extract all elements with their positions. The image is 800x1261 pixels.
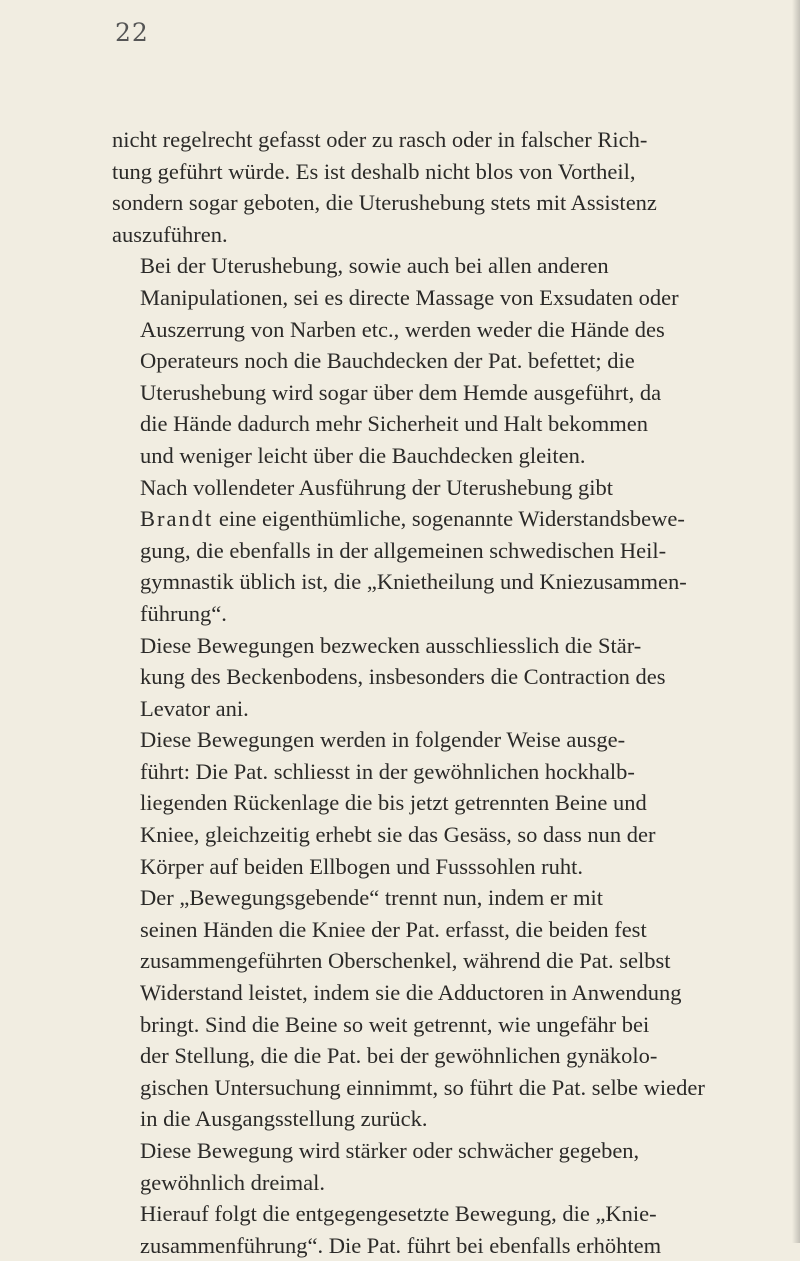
text-line: Hierauf folgt die entgegengesetzte Bewegung, die „Knie- xyxy=(140,1201,657,1227)
text-line: Nach vollendeter Ausführung der Uterushebung gibt xyxy=(140,474,614,500)
text-line: auszuführen. xyxy=(112,221,228,247)
text-line: in die Ausgangsstellung zurück. xyxy=(140,1106,428,1132)
text-line: gymnastik üblich ist, die „Knietheilung und Kniezusammen- xyxy=(140,569,687,595)
text-line: führt: Die Pat. schliesst in der gewöhnlichen hockhalb- xyxy=(140,758,635,784)
paragraph-1 xyxy=(112,124,732,250)
text-line: gung, die ebenfalls in der allgemeinen schwedischen Heil- xyxy=(140,537,667,563)
text-line: liegenden Rückenlage die bis jetzt getrennten Beine und xyxy=(140,790,647,816)
text-line: zusammenführung“. Die Pat. führt bei ebenfalls erhöhtem xyxy=(140,1232,662,1258)
text-line: sondern sogar geboten, die Uterushebung stets mit Assistenz xyxy=(112,190,657,216)
text-line: seinen Händen die Kniee der Pat. erfasst, die beiden fest xyxy=(140,916,647,942)
text-line: Diese Bewegung wird stärker oder schwächer gegeben, xyxy=(140,1138,640,1163)
paragraph-8 xyxy=(112,1198,732,1261)
page-edge-shadow xyxy=(792,0,800,1243)
author-name: Brandt xyxy=(140,506,214,532)
text-line: Manipulationen, sei es directe Massage von Exsudaten oder xyxy=(140,284,679,310)
text-line xyxy=(112,503,732,535)
body-text xyxy=(112,124,732,1261)
text-line: die Hände dadurch mehr Sicherheit und Halt bekommen xyxy=(140,411,648,437)
text-line: führung“. xyxy=(140,600,227,626)
text-line: und weniger leicht über die Bauchdecken gleiten. xyxy=(140,442,586,468)
text-line: Diese Bewegungen werden in folgender Weise ausge- xyxy=(140,727,626,753)
text-fragment: eine eigenthümliche, sogenannte Widerstandsbewe- xyxy=(213,506,685,532)
text-line: Widerstand leistet, indem sie die Adductoren in Anwendung xyxy=(140,980,682,1006)
text-line: gewöhnlich dreimal. xyxy=(140,1169,325,1195)
text-line: tung geführt würde. Es ist deshalb nicht blos von Vortheil, xyxy=(112,158,636,184)
paragraph-4 xyxy=(112,630,732,725)
text-line: Auszerrung von Narben etc., werden weder die Hände des xyxy=(140,316,665,342)
text-line: Operateurs noch die Bauchdecken der Pat. befettet; die xyxy=(140,348,635,374)
text-line: Diese Bewegungen bezwecken ausschliesslich die Stär- xyxy=(140,632,642,658)
text-line: Levator ani. xyxy=(140,695,249,721)
text-line: nicht regelrecht gefasst oder zu rasch oder in falscher Rich- xyxy=(112,127,648,152)
text-line: Uterushebung wird sogar über dem Hemde ausgeführt, da xyxy=(140,379,662,405)
text-line: Der „Bewegungsgebende“ trennt nun, indem er mit xyxy=(140,885,603,911)
paragraph-7 xyxy=(112,1135,732,1198)
paragraph-2 xyxy=(112,250,732,471)
page-number: 22 xyxy=(115,18,149,47)
paragraph-3 xyxy=(112,472,732,630)
paragraph-6 xyxy=(112,882,732,1135)
text-line: Kniee, gleichzeitig erhebt sie das Gesäss, so dass nun der xyxy=(140,822,656,848)
text-line: Bei der Uterushebung, sowie auch bei allen anderen xyxy=(140,253,609,279)
text-line: kung des Beckenbodens, insbesonders die Contraction des xyxy=(140,664,666,690)
text-line: der Stellung, die die Pat. bei der gewöhnlichen gynäkolo- xyxy=(140,1043,658,1069)
text-line: zusammengeführten Oberschenkel, während die Pat. selbst xyxy=(140,948,671,974)
text-line: bringt. Sind die Beine so weit getrennt, wie ungefähr bei xyxy=(140,1011,650,1037)
text-line: Körper auf beiden Ellbogen und Fusssohlen ruht. xyxy=(140,853,584,879)
paragraph-5 xyxy=(112,724,732,882)
text-line: gischen Untersuchung einnimmt, so führt die Pat. selbe wieder xyxy=(140,1074,705,1100)
